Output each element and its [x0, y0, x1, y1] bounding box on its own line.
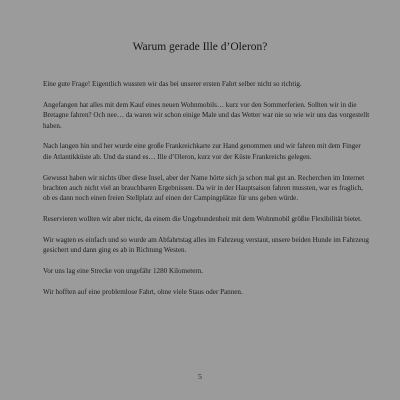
page-title: Warum gerade Ille d’Oleron?: [132, 41, 268, 53]
paragraph: Gewusst haben wir nichts über diese Insel, aber der Name hörte sich ja schon mal gut an. Recherchen im Internet brachten auch nicht viel an brauchbaren Ergebnissen. Da wir in der Hauptsaison fahren mussten, war es fraglich, ob es dann noch einen freien Stellplatz auf einen der Campingplätze für uns geben würde.: [43, 173, 365, 203]
body-text: [43, 79, 371, 308]
paragraph: Nach langen hin und her wurde eine große Frankreichkarte zur Hand genommen und wir fahren mit dem Finger die Atlantikküste ab. Und da stand es… Ille d’Oleron, kurz vor der Küste Frankreichs gelegen.: [43, 142, 361, 161]
paragraph: Eine gute Frage! Eigentlich wussten wir das bei unserer ersten Fahrt selber nicht so richtig.: [43, 80, 302, 88]
paragraph: Wir hofften auf eine problemlose Fahrt, ohne viele Staus oder Pannen.: [43, 288, 243, 297]
paragraph: Vor uns lag eine Strecke von ungefähr 1280 Kilometern.: [43, 267, 204, 276]
paragraph: Angefangen hat alles mit dem Kauf eines neuen Wohnmobils… kurz vor den Sommerferien. Sollten wir in die Bretagne fahren? Och nee… da waren wir schon einige Male und das Wetter war nie so wie wir uns das vorgestellt haben.: [43, 100, 370, 130]
paragraph: Reservieren wollten wir aber nicht, da einem die Ungebundenheit mit dem Wohnmobil größte Flexibilität bietet.: [43, 215, 362, 224]
page-number: 5: [198, 372, 202, 381]
paragraph: Wir wagten es einfach und so wurde am Abfahrtstag alles im Fahrzeug verstaut, unsere beiden Hunde im Fahrzeug gesichert und dann ging es ab in Richtung Westen.: [43, 236, 369, 255]
